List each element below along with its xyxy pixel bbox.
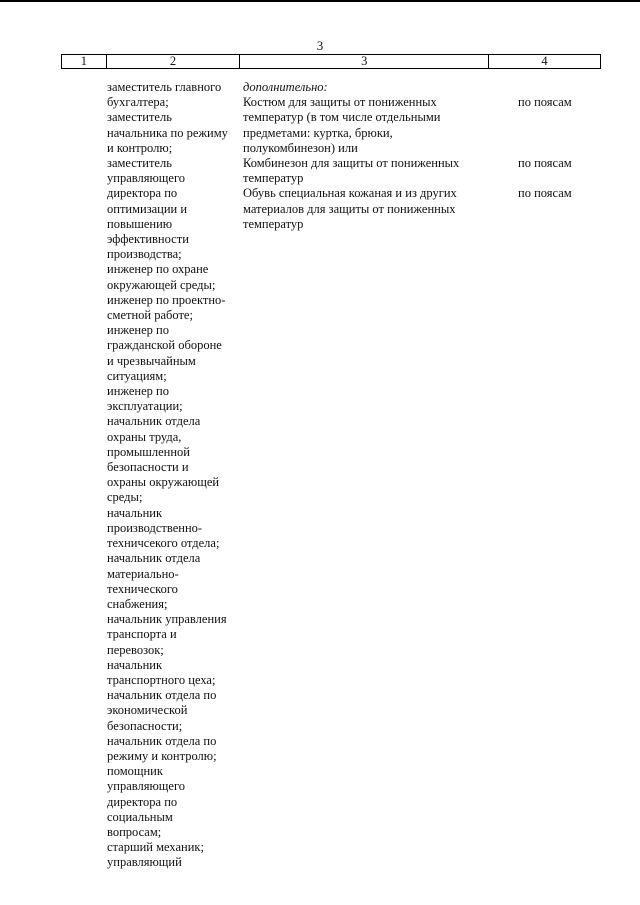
position-line: материально- <box>107 566 179 581</box>
position-line: перевозок; <box>107 642 164 657</box>
position-line: и контролю; <box>107 140 173 155</box>
item-line: температур (в том числе отдельными <box>243 110 441 125</box>
position-line: гражданской обороне <box>107 338 222 353</box>
position-line: начальник отдела по <box>107 688 217 703</box>
item-line: предметами: куртка, брюки, <box>243 125 393 140</box>
position-line: начальник отдела по <box>107 733 217 748</box>
position-line: управляющий <box>107 855 182 870</box>
position-line: производственно- <box>107 520 203 535</box>
table-header-row <box>61 54 601 69</box>
norm-value: по поясам <box>518 186 572 201</box>
item-line: материалов для защиты от пониженных <box>243 201 456 216</box>
position-line: заместитель <box>107 156 172 171</box>
position-line: управляющего <box>107 779 186 794</box>
position-line: ситуациям; <box>107 368 167 383</box>
norm-value: по поясам <box>518 155 572 170</box>
item-line: Обувь специальная кожаная и из других <box>243 186 457 201</box>
item-line: Комбинезон для защиты от пониженных <box>243 156 460 171</box>
item-line: полукомбинезон) или <box>243 140 358 155</box>
position-line: инженер по <box>107 323 169 338</box>
position-line: охраны окружающей <box>107 475 220 490</box>
position-line: охраны труда, <box>107 429 182 444</box>
position-line: начальник отдела <box>107 414 201 429</box>
position-line: транспорта и <box>107 627 177 642</box>
position-line: техничсекого отдела; <box>107 536 220 551</box>
header-col-2: 2 <box>106 55 240 69</box>
position-line: эксплуатации; <box>107 399 183 414</box>
position-line: начальник <box>107 505 163 520</box>
item-line: Костюм для защиты от пониженных <box>243 95 437 110</box>
position-line: технического <box>107 581 178 596</box>
position-line: экономической <box>107 703 188 718</box>
position-line: транспортного цеха; <box>107 672 216 687</box>
position-line: безопасности; <box>107 718 183 733</box>
position-line: среды; <box>107 490 143 505</box>
header-col-3: 3 <box>240 55 489 69</box>
position-line: сметной работе; <box>107 308 193 323</box>
position-line: бухгалтера; <box>107 95 169 110</box>
position-line: директора по <box>107 186 178 201</box>
position-line: промышленной <box>107 444 190 459</box>
position-line: и чрезвычайным <box>107 353 196 368</box>
position-line: инженер по проектно- <box>107 292 226 307</box>
position-line: начальник управления <box>107 612 227 627</box>
position-line: безопасности и <box>107 460 189 475</box>
position-line: директора по <box>107 794 178 809</box>
position-line: заместитель главного <box>107 80 222 94</box>
position-line: заместитель <box>107 110 172 125</box>
position-line: снабжения; <box>107 596 168 611</box>
item-line: температур <box>243 171 304 186</box>
position-line: повышению <box>107 216 173 231</box>
position-line: эффективности <box>107 232 189 247</box>
norm-value: по поясам <box>518 95 572 110</box>
position-line: начальник отдела <box>107 551 201 566</box>
positions-column <box>107 80 228 871</box>
additional-label: дополнительно: <box>243 80 328 94</box>
header-col-4: 4 <box>489 55 601 69</box>
position-line: помощник <box>107 764 163 779</box>
header-col-1: 1 <box>62 55 107 69</box>
top-border-line <box>0 0 640 2</box>
position-line: оптимизации и <box>107 201 188 216</box>
position-line: окружающей среды; <box>107 277 216 292</box>
position-line: инженер по <box>107 384 169 399</box>
position-line: начальника по режиму <box>107 125 228 140</box>
position-line: начальник <box>107 657 163 672</box>
position-line: управляющего <box>107 171 186 186</box>
norms-column <box>518 80 572 202</box>
page-number: 3 <box>316 38 324 53</box>
position-line: производства; <box>107 247 182 262</box>
position-line: вопросам; <box>107 824 162 839</box>
position-line: старший механик; <box>107 840 204 855</box>
item-line: температур <box>243 216 304 231</box>
position-line: инженер по охране <box>107 262 209 277</box>
position-line: социальным <box>107 809 173 824</box>
position-line: режиму и контролю; <box>107 748 217 763</box>
items-column <box>243 80 459 232</box>
